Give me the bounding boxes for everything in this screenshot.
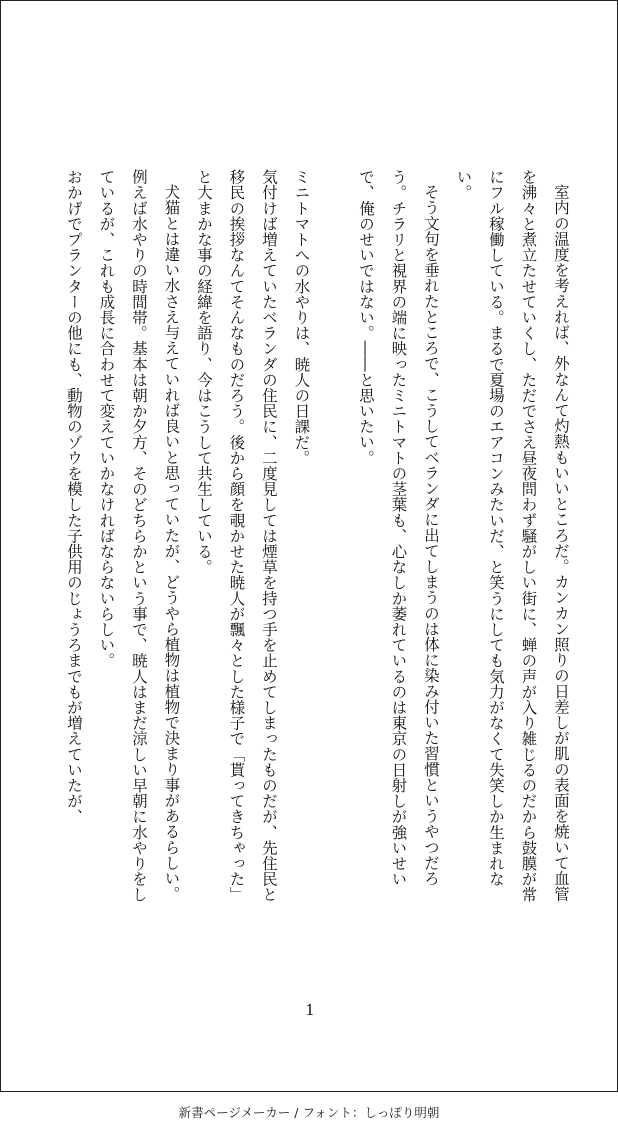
paragraph-4: 気付けば増えていたベランダの住民に、二度見しては煙草を持つ手を止めてしまったものだが、先住民と移民の挨拶なんてそんなものだろう。後から顔を覗かせた暁人が飄々とした様子で「貰ってきちゃった」と大まかな事の経緯を語り、今はこうして共生している。 [195,169,278,903]
vertical-text-body [32,169,577,909]
paragraph-6: おかげでプランターの他にも、動物のゾウを模した子供用のじょうろまでもが増えていたが、 [65,169,83,825]
page-number: 1 [305,1001,315,1019]
footer-caption: 新書ページメーカー / フォント：しっぽり明朝 [178,1105,440,1120]
paragraph-1: 室内の温度を考えれば、外なんて灼熱もいいところだ。カンカン照りの日差しが肌の表面を焼いて血管を沸々と煮立たせていくし、ただでさえ昼夜問わず騒がしい街に、蝉の声が入り雑じるのだから鼓膜が常にフル稼働している。まるで夏場のエアコンみたいだ、と笑うにしても気力がなくて失笑しか生まれない。 [454,169,570,903]
paragraph-gap [318,169,350,909]
paragraph-3: ミニトマトへの水やりは、暁人の日課だ。 [292,169,311,466]
paragraph-2: そう文句を垂れたところで、こうしてベランダに出てしまうのは体に染み付いた習慣というやつだろう。チラリと視界の端に映ったミニトマトの茎葉も、心なしか萎れているのは東京の日射しが強いせいで、俺のせいではない。――と思いたい。 [357,169,440,887]
paragraph-5: 犬猫とは違い水さえ与えていれば良いと思っていたが、どうやら植物は植物で決まり事があるらしい。例えば水やりの時間帯。基本は朝か夕方、そのどちらかという事で、暁人はまだ涼しい早朝に水やりをしているが、これも成長に合わせて変えていかなければならないらしい。 [97,169,181,903]
